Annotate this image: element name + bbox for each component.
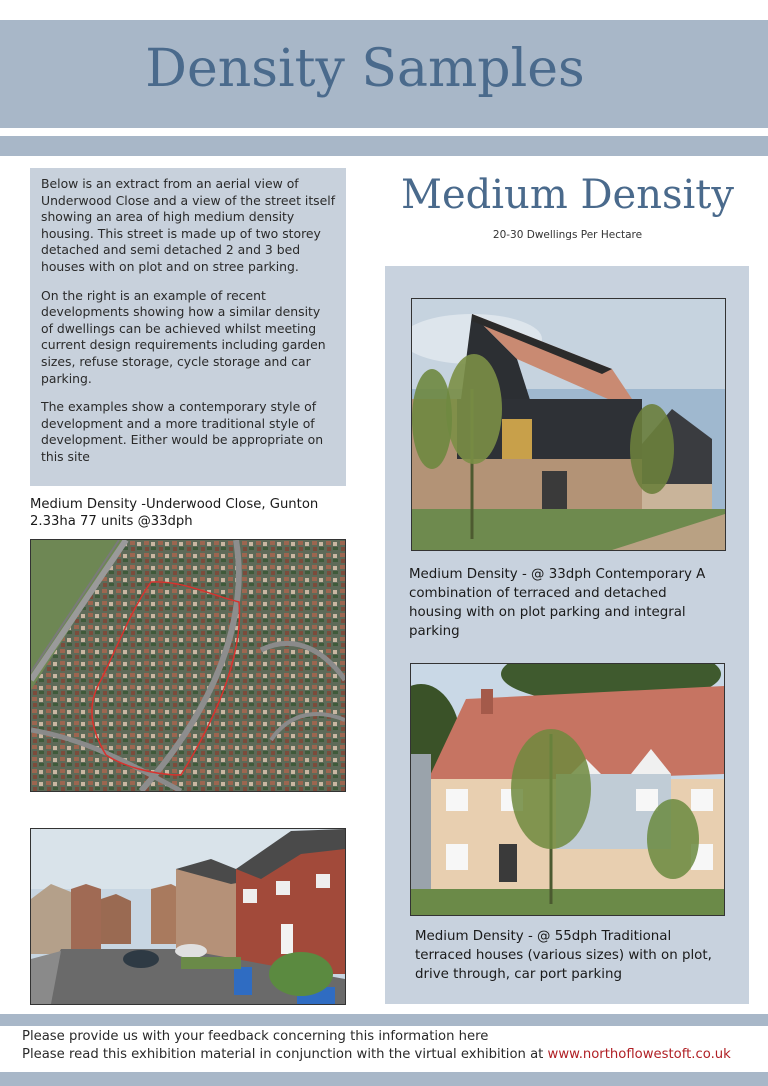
exhibition-line <box>22 1046 768 1064</box>
exhibition-text: Please read this exhibition material in conjunction with the virtual exhibition at <box>22 1047 548 1062</box>
traditional-photo <box>410 663 725 916</box>
footer-band-bottom <box>0 1072 768 1086</box>
intro-paragraph-1: Below is an extract from an aerial view of Underwood Close and a view of the street itself showing an area of high medium density housing. This street is made up of two storey detached and semi detached 2 and 3 bed houses with on plot and on stree parking. <box>41 176 336 274</box>
exhibition-link[interactable]: www.northoflowestoft.co.uk <box>547 1047 731 1062</box>
footer-band-top <box>0 1014 768 1026</box>
contemporary-photo <box>411 298 726 551</box>
aerial-caption <box>30 496 350 530</box>
feedback-line[interactable]: Please provide us with your feedback concerning this information here <box>22 1029 489 1044</box>
intro-paragraph-3: The examples show a contemporary style of development and a more traditional style of development. Either would be appropriate on this site <box>41 399 324 464</box>
contemporary-caption: Medium Density - @ 33dph Contemporary A combination of terraced and detached housing with on plot parking and integral parking <box>409 567 706 639</box>
page-title: Density Samples <box>145 39 585 99</box>
aerial-caption-line1: Medium Density -Underwood Close, Gunton <box>30 497 319 512</box>
intro-box <box>30 168 346 486</box>
intro-paragraph-2: On the right is an example of recent developments showing how a similar density of dwellings can be achieved whilst meeting current design requirements including garden sizes, refuse storage, cycle storage and car parking. <box>41 287 326 386</box>
traditional-caption: Medium Density - @ 55dph Traditional terraced houses (various sizes) with on plot, drive through, car port parking <box>415 929 712 982</box>
section-title: Medium Density <box>401 172 734 218</box>
section-subtitle: 20-30 Dwellings Per Hectare <box>492 229 643 241</box>
header-divider-band <box>0 136 768 156</box>
street-photo <box>30 828 346 1005</box>
aerial-photo <box>30 539 346 792</box>
aerial-caption-line2: 2.33ha 77 units @33dph <box>30 514 193 529</box>
